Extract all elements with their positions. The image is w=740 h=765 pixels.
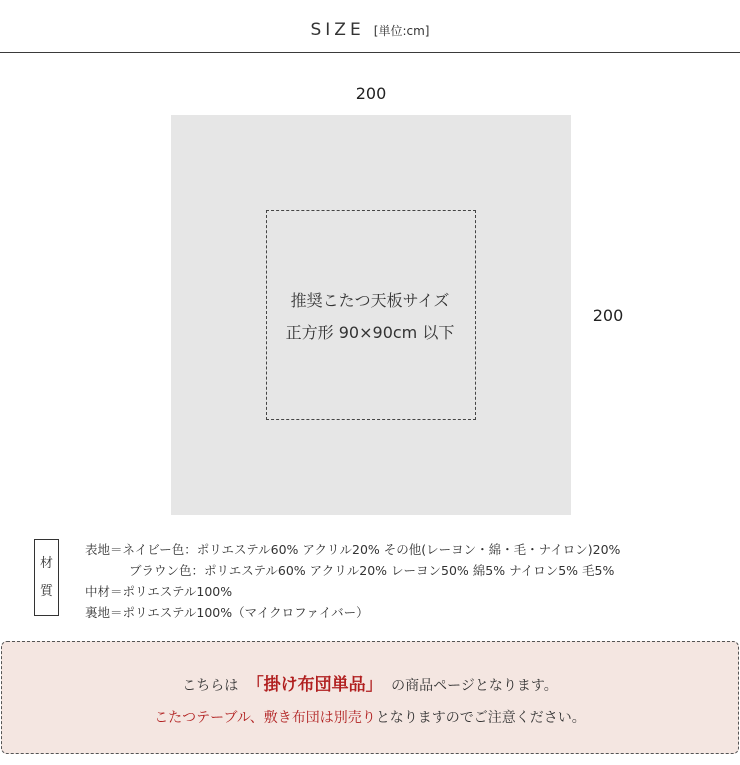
notice-line-2 xyxy=(2,707,738,727)
material-label-box xyxy=(34,539,59,616)
notice-line-1 xyxy=(2,670,738,695)
material-line-outer-navy: 表地＝ネイビー色：ポリエステル60% アクリル20% その他(レーヨン・綿・毛・ナイロン)20% xyxy=(85,542,621,557)
unit-label: [単位:cm] xyxy=(373,24,430,38)
recommended-table-outline xyxy=(266,210,476,420)
section-header xyxy=(0,0,740,53)
height-dimension: 200 xyxy=(592,306,624,325)
size-heading: SIZE xyxy=(310,20,365,40)
material-label-char-2: 質 xyxy=(39,583,53,599)
material-line-lining: 裏地＝ポリエステル100%（マイクロファイバー） xyxy=(85,605,369,620)
notice-emphasis: 「掛け布団単品」 xyxy=(246,675,383,695)
notice-sold-separately: こたつテーブル、敷き布団は別売り xyxy=(154,710,376,726)
notice-caution: となりますのでご注意ください。 xyxy=(375,710,586,726)
notice-box xyxy=(1,641,739,754)
material-label-char-1: 材 xyxy=(39,555,53,571)
notice-prefix: こちらは xyxy=(182,678,239,694)
width-dimension: 200 xyxy=(355,84,387,103)
material-line-filling: 中材＝ポリエステル100% xyxy=(85,584,233,599)
notice-suffix: の商品ページとなります。 xyxy=(391,678,558,694)
recommended-table-size: 正方形 90×90cm 以下 xyxy=(285,323,455,342)
recommended-table-title: 推奨こたつ天板サイズ xyxy=(290,291,450,310)
section-title xyxy=(0,20,740,40)
material-line-outer-brown: ブラウン色：ポリエステル60% アクリル20% レーヨン50% 綿5% ナイロン5% 毛5% xyxy=(129,563,615,578)
